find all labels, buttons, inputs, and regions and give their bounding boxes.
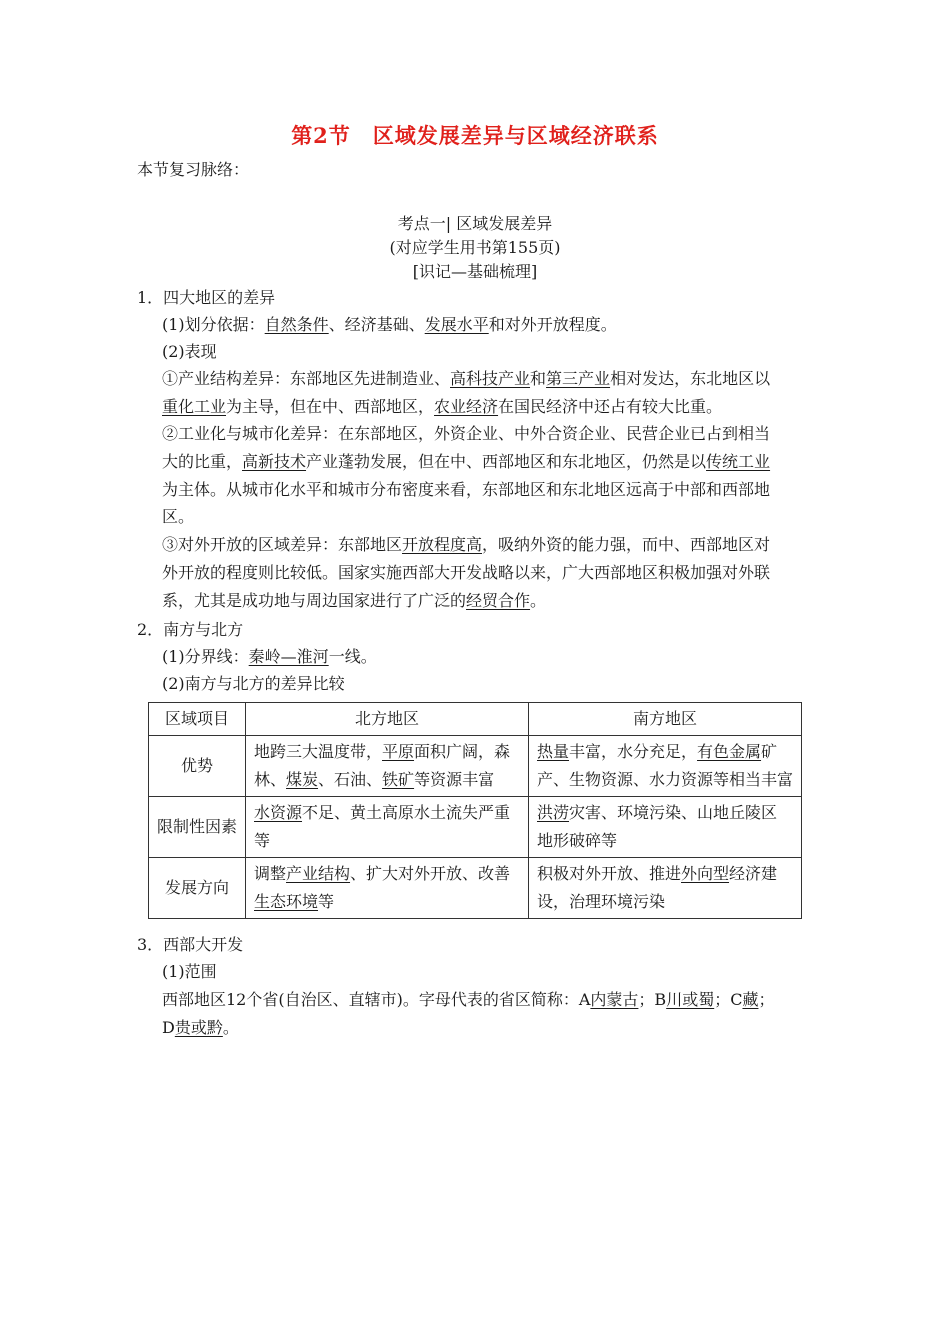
text-run: 经济建设，治理环境污染 [537,864,778,911]
text-run: 不足、黄土高原水土流失严重等 [254,803,511,850]
answer-blank: 开放程度高 [402,535,483,554]
kaodian-heading [0,210,950,237]
answer-blank: 重化工业 [162,397,227,416]
answer-blank: 内蒙古 [590,990,639,1009]
paragraph-scope: (1)范围 [162,962,217,981]
text-run: 等资源丰富 [414,770,495,789]
text-run: 一线。 [328,647,377,666]
text-run: 和 [530,369,547,388]
text-run: ；B [638,990,667,1009]
text-run: 积极对外开放、推进 [537,864,682,883]
section-tag: [识记—基础梳理] [412,262,538,281]
cell-south [529,736,802,797]
text-run: D [162,1018,175,1037]
text-run: 产业蓬勃发展，但在中、西部地区和东北地区，仍然是以 [306,452,707,471]
answer-blank: 产业结构 [286,864,351,883]
text-run: 西部地区12个省(自治区、直辖市)。字母代表的省区简称：A [162,990,591,1009]
cell-south [529,797,802,858]
answer-blank: 第三产业 [546,369,611,388]
industrialization-line-3: 为主体。从城市化水平和城市分布密度来看，东部地区和东北地区远高于中部和西部地 [162,480,771,499]
table-row [149,797,802,858]
heading-south-north: 2．南方与北方 [137,620,244,639]
answer-blank: 藏 [742,990,759,1009]
section-name: 区域发展差异与区域经济联系 [372,123,659,148]
answer-blank: 秦岭—淮河 [248,647,329,666]
text-run: (1)分界线： [162,647,249,666]
answer-blank: 平原 [382,742,415,761]
answer-blank: 铁矿 [382,770,415,789]
paragraph-boundary [162,643,377,670]
text-run: 调整 [254,864,287,883]
answer-blank: 有色金属 [697,742,762,761]
row-item: 限制性因素 [149,797,246,858]
text-run: 等 [318,892,335,911]
table-row [149,858,802,919]
text-run: ；C [714,990,743,1009]
opening-up-line-3 [162,587,546,614]
text-run: 系，尤其是成功地与周边国家进行了广泛的 [162,591,467,610]
text-run: ； [758,990,775,1009]
cell-north [246,858,529,919]
intro-text: 本节复习脉络： [137,160,250,179]
text-run: 、经济基础、 [328,315,425,334]
answer-blank: 贵或黔 [174,1018,223,1037]
answer-blank: 高科技产业 [450,369,531,388]
scope-line-2 [162,1014,239,1041]
text-run: 矿产、生物资源、水力资源等相当丰富 [537,742,794,789]
answer-blank: 煤炭 [286,770,319,789]
text-run: 地跨三大温度带， [254,742,383,761]
answer-blank: 农业经济 [434,397,499,416]
text-run: 和对外开放程度。 [488,315,617,334]
opening-up-line-2: 外开放的程度则比较低。国家实施西部大开发战略以来，广大西部地区积极加强对外联 [162,563,771,582]
comparison-table [148,702,802,919]
answer-blank: 川或蜀 [666,990,715,1009]
industrialization-line-1: ②工业化与城市化差异：在东部地区，外资企业、中外合资企业、民营企业已占到相当 [162,424,771,443]
heading-four-regions: 1．四大地区的差异 [137,288,276,307]
text-run: 为主导，但在中、西部地区， [226,397,435,416]
text-run: 在国民经济中还占有较大比重。 [498,397,723,416]
text-run: 大的比重， [162,452,243,471]
answer-blank: 自然条件 [264,315,329,334]
text-run: 面积广阔，森林、 [254,742,511,789]
text-run: 丰富，水分充足， [569,742,698,761]
paragraph-manifestation: (2)表现 [162,342,217,361]
text-run: ，吸纳外资的能力强，而中、西部地区对 [482,535,771,554]
kaodian-name: 区域发展差异 [456,214,553,233]
kaodian-label: 考点一| [397,214,452,233]
answer-blank: 传统工业 [706,452,771,471]
text-run: ③对外开放的区域差异：东部地区 [162,535,403,554]
answer-blank: 外向型 [681,864,730,883]
paragraph-comparison: (2)南方与北方的差异比较 [162,674,345,693]
row-item: 优势 [149,736,246,797]
header-north: 北方地区 [246,703,529,736]
text-run: 。 [222,1018,239,1037]
answer-blank: 经贸合作 [466,591,531,610]
industrialization-line-2 [162,448,770,475]
industrialization-line-4: 区。 [162,507,195,526]
answer-blank: 水资源 [254,803,303,822]
answer-blank: 热量 [537,742,570,761]
opening-up-line-1 [162,531,770,558]
cell-south [529,858,802,919]
answer-blank: 生态环境 [254,892,319,911]
table-header-row [149,703,802,736]
page-title [0,120,950,150]
industry-structure-line-1 [162,365,770,392]
industry-structure-line-2 [162,393,722,420]
text-run: 、扩大对外开放、改善 [350,864,511,883]
answer-blank: 洪涝 [537,803,570,822]
cell-north [246,797,529,858]
cell-north [246,736,529,797]
scope-line-1 [162,986,774,1013]
answer-blank: 发展水平 [424,315,489,334]
book-reference: (对应学生用书第155页) [389,238,561,257]
text-run: 灾害、环境污染、山地丘陵区地形破碎等 [537,803,778,850]
table-row [149,736,802,797]
header-south: 南方地区 [529,703,802,736]
header-item: 区域项目 [149,703,246,736]
section-number: 第2节 [291,123,351,148]
text-run: (1)划分依据： [162,315,265,334]
heading-western-development: 3．西部大开发 [137,935,244,954]
text-run: ①产业结构差异：东部地区先进制造业、 [162,369,451,388]
paragraph-division-basis [162,311,617,338]
text-run: 、石油、 [318,770,383,789]
row-item: 发展方向 [149,858,246,919]
text-run: 。 [530,591,547,610]
text-run: 相对发达，东北地区以 [610,369,771,388]
answer-blank: 高新技术 [242,452,307,471]
